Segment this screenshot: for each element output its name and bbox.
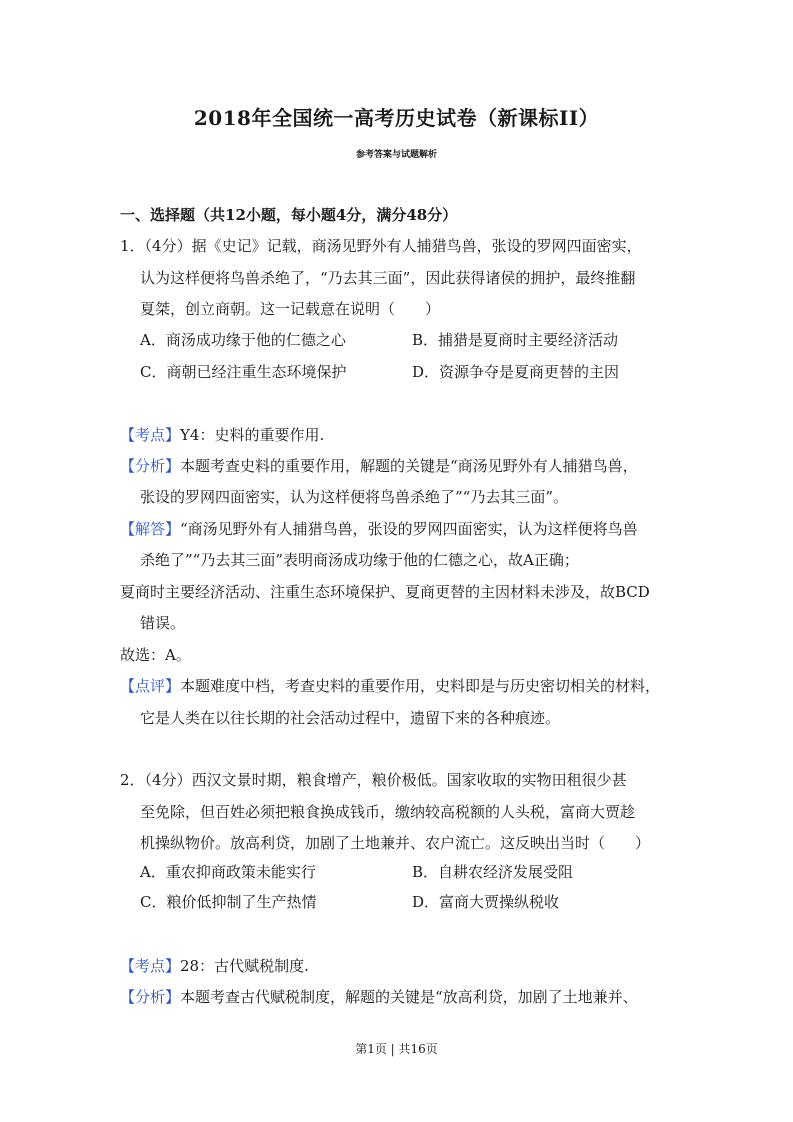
jieda-text-2: 杀绝了”“乃去其三面”表明商汤成功缘于他的仁德之心，故A正确； xyxy=(140,551,579,569)
question-2-option-c: C．粮价低抑制了生产热情 xyxy=(140,893,317,911)
kaodian-tag: 【考点】 xyxy=(120,426,181,444)
dianping-tag: 【点评】 xyxy=(120,677,181,695)
question-1-line-2: 认为这样便将鸟兽杀绝了，“乃去其三面”，因此获得诸侯的拥护，最终推翻 xyxy=(140,269,636,287)
kaodian-tag: 【考点】 xyxy=(120,957,181,975)
page-subtitle: 参考答案与试题解析 xyxy=(355,150,437,160)
fenxi-tag: 【分析】 xyxy=(120,988,181,1006)
question-1-jieda xyxy=(120,519,638,539)
question-1-line-1: 1．（4分）据《史记》记载，商汤见野外有人捕猎鸟兽，张设的罗网四面密实， xyxy=(120,237,642,255)
fenxi-text-1: 本题考查史料的重要作用，解题的关键是“商汤见野外有人捕猎鸟兽， xyxy=(180,457,638,475)
question-1-kaodian xyxy=(120,425,324,445)
question-1-option-d: D．资源争夺是夏商更替的主因 xyxy=(412,363,620,381)
question-1-option-c: C．商朝已经注重生态环境保护 xyxy=(140,363,347,381)
jieda-answer: 故选：A。 xyxy=(120,646,191,664)
jieda-text-3: 夏商时主要经济活动、注重生态环境保护、夏商更替的主因材料未涉及，故BCD xyxy=(120,583,650,601)
question-1-fenxi xyxy=(120,456,638,476)
fenxi-tag: 【分析】 xyxy=(120,457,181,475)
question-2-option-a: A．重农抑商政策未能实行 xyxy=(140,863,316,881)
page-footer: 第1页 | 共16页 xyxy=(355,1042,438,1056)
kaodian-text: 28：古代赋税制度. xyxy=(180,957,309,975)
question-2-option-b: B．自耕农经济发展受阻 xyxy=(412,863,574,881)
question-2-line-2: 至免除，但百姓必须把粮食换成钱币，缴纳较高税额的人头税，富商大贾趁 xyxy=(140,803,636,821)
jieda-tag: 【解答】 xyxy=(120,520,181,538)
jieda-text-4: 错误。 xyxy=(140,614,186,632)
fenxi-text-2: 张设的罗网四面密实，认为这样便将鸟兽杀绝了”“乃去其三面”。 xyxy=(140,488,569,506)
fenxi-text: 本题考查古代赋税制度，解题的关键是“放高利贷，加剧了土地兼并、 xyxy=(180,988,638,1006)
dianping-text-1: 本题难度中档，考查史料的重要作用，史料即是与历史密切相关的材料， xyxy=(180,677,661,695)
section-heading: 一、选择题（共12小题，每小题4分，满分48分） xyxy=(120,206,458,224)
kaodian-text: Y4：史料的重要作用. xyxy=(180,426,325,444)
question-1-dianping xyxy=(120,676,660,696)
question-1-option-b: B．捕猎是夏商时主要经济活动 xyxy=(412,331,619,349)
page-title: 2018年全国统一高考历史试卷（新课标II） xyxy=(193,106,600,130)
dianping-text-2: 它是人类在以往长期的社会活动过程中，遗留下来的各种痕迹。 xyxy=(140,709,561,727)
jieda-text-1: “商汤见野外有人捕猎鸟兽，张设的罗网四面密实，认为这样便将鸟兽 xyxy=(180,520,638,538)
question-1-option-a: A．商汤成功缘于他的仁德之心 xyxy=(140,331,346,349)
question-2-option-d: D．富商大贾操纵税收 xyxy=(412,893,560,911)
question-2-line-3: 机操纵物价。放高利贷，加剧了土地兼并、农户流亡。这反映出当时（ ） xyxy=(140,834,651,852)
question-2-fenxi xyxy=(120,987,638,1007)
question-1-line-3: 夏桀，创立商朝。这一记载意在说明（ ） xyxy=(140,300,441,318)
question-2-kaodian xyxy=(120,956,309,976)
question-2-line-1: 2．（4分）西汉文景时期，粮食增产，粮价极低。国家收取的实物田租很少甚 xyxy=(120,771,627,789)
